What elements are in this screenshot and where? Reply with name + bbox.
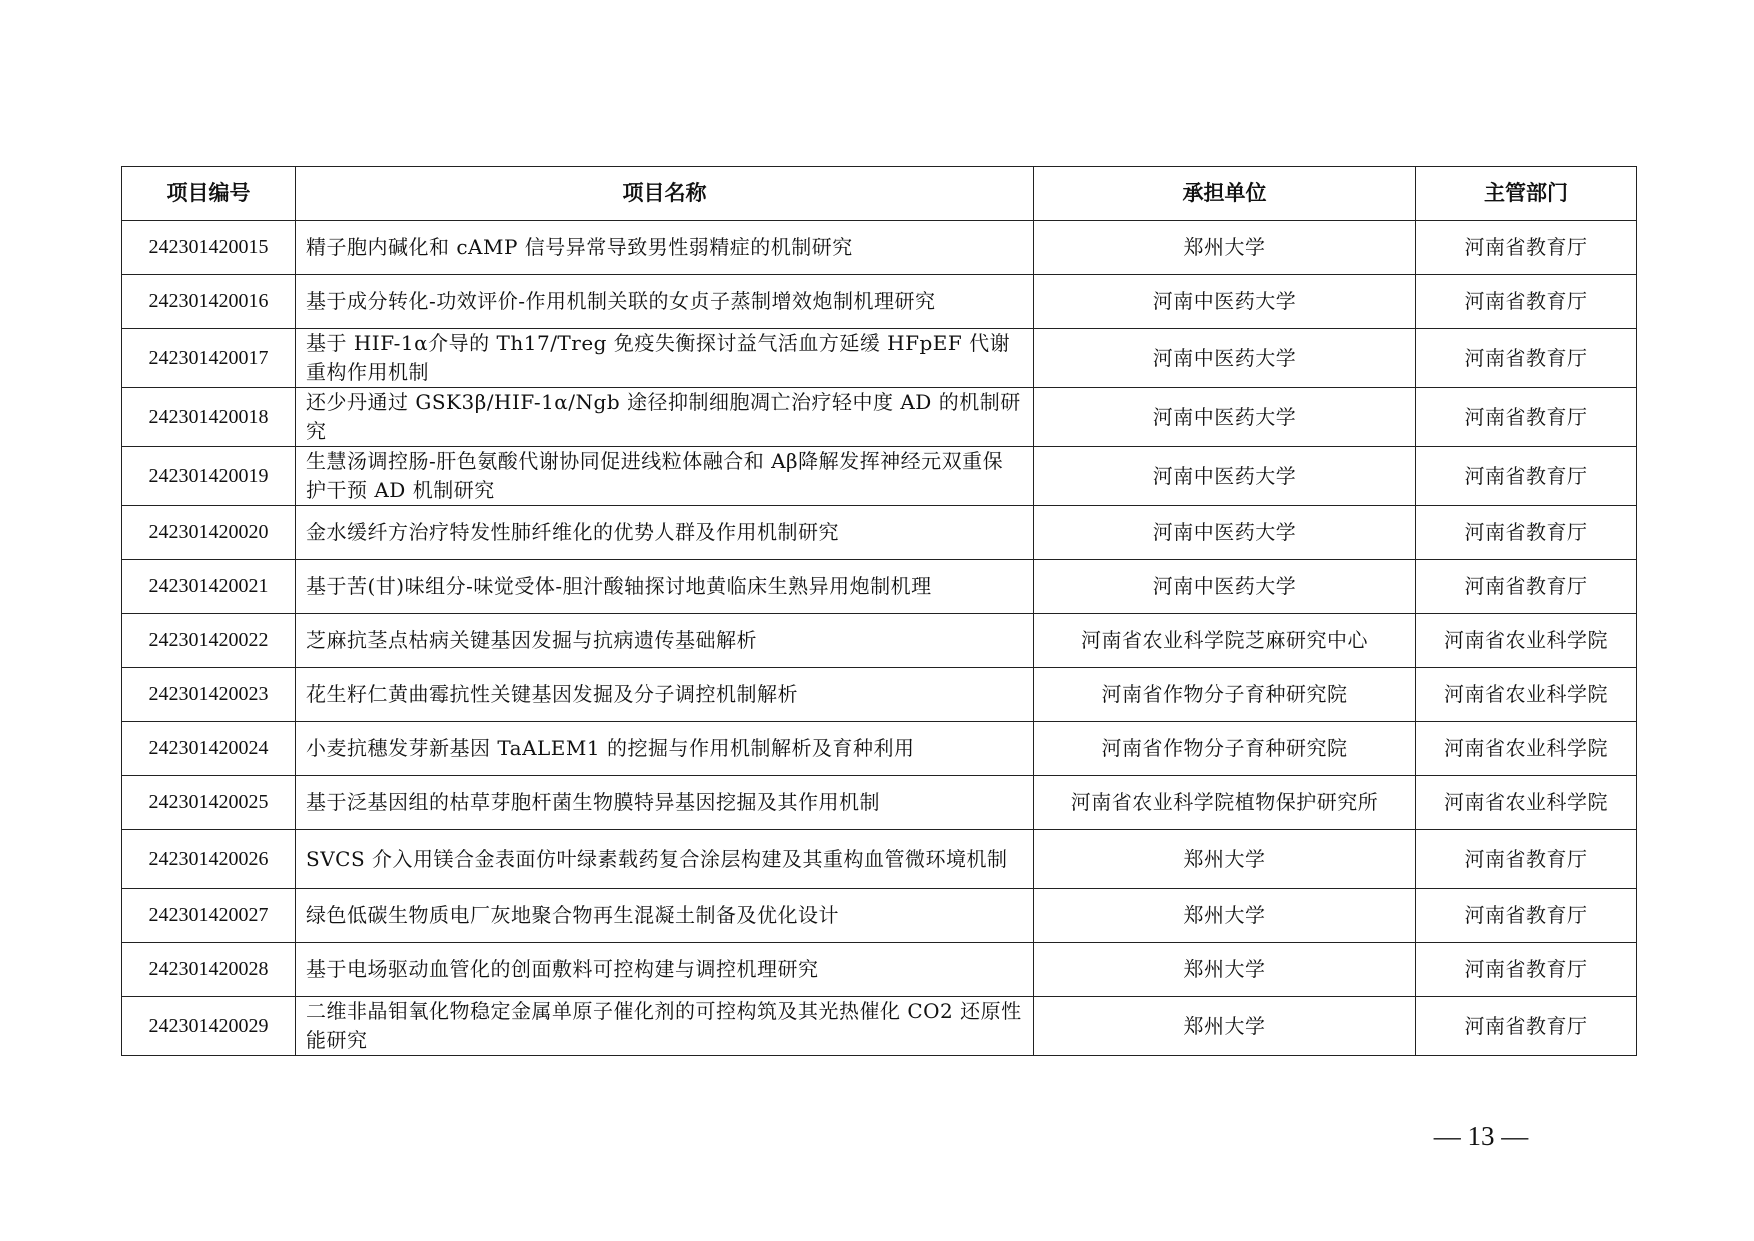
table-row [122,889,1637,943]
project-name-cell: 精子胞内碱化和 cAMP 信号异常导致男性弱精症的机制研究 [296,221,1034,275]
project-id-cell: 242301420025 [122,776,296,830]
supervising-dept-cell: 河南省教育厅 [1416,506,1637,560]
undertaking-unit-cell: 河南省农业科学院芝麻研究中心 [1034,614,1416,668]
table-row [122,668,1637,722]
table-row [122,221,1637,275]
supervising-dept-cell: 河南省农业科学院 [1416,722,1637,776]
project-name-cell: 基于泛基因组的枯草芽胞杆菌生物膜特异基因挖掘及其作用机制 [296,776,1034,830]
table-row [122,722,1637,776]
supervising-dept-cell: 河南省农业科学院 [1416,668,1637,722]
project-table [121,166,1637,1056]
table-row [122,506,1637,560]
table-row [122,830,1637,889]
supervising-dept-cell: 河南省农业科学院 [1416,776,1637,830]
supervising-dept-cell: 河南省教育厅 [1416,329,1637,388]
undertaking-unit-cell: 河南省农业科学院植物保护研究所 [1034,776,1416,830]
undertaking-unit-cell: 河南省作物分子育种研究院 [1034,668,1416,722]
undertaking-unit-cell: 河南中医药大学 [1034,506,1416,560]
table-row [122,388,1637,447]
table-row [122,997,1637,1056]
project-name-cell: 花生籽仁黄曲霉抗性关键基因发掘及分子调控机制解析 [296,668,1034,722]
project-id-cell: 242301420022 [122,614,296,668]
project-name-cell: 基于成分转化-功效评价-作用机制关联的女贞子蒸制增效炮制机理研究 [296,275,1034,329]
project-name-cell: 基于苦(甘)味组分-味觉受体-胆汁酸轴探讨地黄临床生熟异用炮制机理 [296,560,1034,614]
project-name-cell: 基于 HIF-1α介导的 Th17/Treg 免疫失衡探讨益气活血方延缓 HFpEF 代谢重构作用机制 [296,329,1034,388]
table-row [122,776,1637,830]
header-project-name: 项目名称 [296,167,1034,221]
project-id-cell: 242301420016 [122,275,296,329]
project-name-cell: 芝麻抗茎点枯病关键基因发掘与抗病遗传基础解析 [296,614,1034,668]
project-name-cell: 生慧汤调控肠-肝色氨酸代谢协同促进线粒体融合和 Aβ降解发挥神经元双重保护干预 AD 机制研究 [296,447,1034,506]
supervising-dept-cell: 河南省农业科学院 [1416,614,1637,668]
project-id-cell: 242301420029 [122,997,296,1056]
supervising-dept-cell: 河南省教育厅 [1416,889,1637,943]
project-id-cell: 242301420020 [122,506,296,560]
table-header-row [122,167,1637,221]
supervising-dept-cell: 河南省教育厅 [1416,275,1637,329]
supervising-dept-cell: 河南省教育厅 [1416,830,1637,889]
project-name-cell: 金水缓纤方治疗特发性肺纤维化的优势人群及作用机制研究 [296,506,1034,560]
table-body [122,221,1637,1056]
undertaking-unit-cell: 河南中医药大学 [1034,560,1416,614]
project-id-cell: 242301420024 [122,722,296,776]
project-name-cell: 还少丹通过 GSK3β/HIF-1α/Ngb 途径抑制细胞凋亡治疗轻中度 AD 的机制研究 [296,388,1034,447]
table-row [122,943,1637,997]
header-undertaking-unit: 承担单位 [1034,167,1416,221]
project-id-cell: 242301420027 [122,889,296,943]
supervising-dept-cell: 河南省教育厅 [1416,388,1637,447]
undertaking-unit-cell: 郑州大学 [1034,889,1416,943]
project-name-cell: SVCS 介入用镁合金表面仿叶绿素载药复合涂层构建及其重构血管微环境机制 [296,830,1034,889]
undertaking-unit-cell: 河南中医药大学 [1034,329,1416,388]
project-id-cell: 242301420019 [122,447,296,506]
undertaking-unit-cell: 河南省作物分子育种研究院 [1034,722,1416,776]
undertaking-unit-cell: 河南中医药大学 [1034,447,1416,506]
header-supervising-dept: 主管部门 [1416,167,1637,221]
undertaking-unit-cell: 郑州大学 [1034,221,1416,275]
undertaking-unit-cell: 郑州大学 [1034,943,1416,997]
undertaking-unit-cell: 河南中医药大学 [1034,275,1416,329]
table-row [122,447,1637,506]
project-id-cell: 242301420028 [122,943,296,997]
undertaking-unit-cell: 郑州大学 [1034,997,1416,1056]
undertaking-unit-cell: 郑州大学 [1034,830,1416,889]
supervising-dept-cell: 河南省教育厅 [1416,221,1637,275]
supervising-dept-cell: 河南省教育厅 [1416,997,1637,1056]
supervising-dept-cell: 河南省教育厅 [1416,943,1637,997]
table-row [122,560,1637,614]
project-name-cell: 小麦抗穗发芽新基因 TaALEM1 的挖掘与作用机制解析及育种利用 [296,722,1034,776]
supervising-dept-cell: 河南省教育厅 [1416,447,1637,506]
project-id-cell: 242301420015 [122,221,296,275]
table-row [122,275,1637,329]
table-row [122,614,1637,668]
project-id-cell: 242301420023 [122,668,296,722]
project-id-cell: 242301420021 [122,560,296,614]
project-name-cell: 二维非晶钼氧化物稳定金属单原子催化剂的可控构筑及其光热催化 CO2 还原性能研究 [296,997,1034,1056]
project-id-cell: 242301420018 [122,388,296,447]
project-id-cell: 242301420026 [122,830,296,889]
project-name-cell: 基于电场驱动血管化的创面敷料可控构建与调控机理研究 [296,943,1034,997]
supervising-dept-cell: 河南省教育厅 [1416,560,1637,614]
table-row [122,329,1637,388]
header-project-id: 项目编号 [122,167,296,221]
page-number: — 13 — [1433,1121,1529,1151]
project-id-cell: 242301420017 [122,329,296,388]
project-name-cell: 绿色低碳生物质电厂灰地聚合物再生混凝土制备及优化设计 [296,889,1034,943]
undertaking-unit-cell: 河南中医药大学 [1034,388,1416,447]
